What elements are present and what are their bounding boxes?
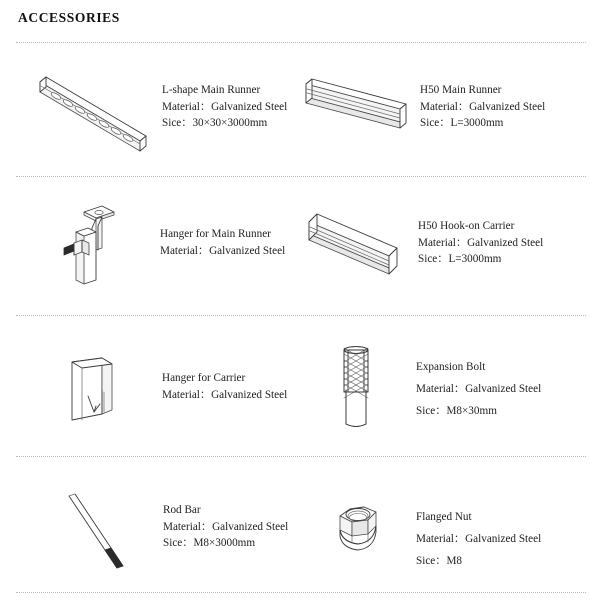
- item-material: Material：Galvanized Steel: [162, 100, 288, 113]
- item-l-shape-main-runner: [34, 72, 294, 162]
- hanger-for-main-runner-drawing: [62, 200, 132, 292]
- page-title: ACCESSORIES: [18, 10, 120, 25]
- item-size: Sice：L=3000mm: [418, 253, 502, 265]
- item-size: Sice：L=3000mm: [420, 117, 504, 129]
- item-size: Sice：30×30×3000mm: [162, 117, 268, 129]
- divider-row-1: [16, 176, 586, 178]
- divider-row-3: [16, 456, 586, 458]
- item-flanged-nut: [330, 498, 590, 578]
- item-rod-bar: [65, 484, 315, 574]
- caption-hanger-for-carrier: [162, 370, 287, 403]
- divider-row-2: [16, 315, 586, 317]
- item-material: Material：Galvanized Steel: [416, 533, 542, 545]
- item-material: Material：Galvanized Steel: [160, 244, 286, 257]
- item-name: H50 Main Runner: [420, 84, 502, 96]
- item-material: Material：Galvanized Steel: [420, 100, 546, 113]
- expansion-bolt-drawing: [336, 344, 380, 430]
- item-material: Material：Galvanized Steel: [163, 520, 289, 533]
- item-h50-hook-on-carrier: [305, 208, 595, 298]
- item-size: Sice：M8×3000mm: [163, 537, 256, 549]
- item-size: Sice：M8×30mm: [416, 405, 497, 417]
- rod-bar-drawing: [65, 484, 137, 572]
- item-size: Sice：M8: [416, 555, 462, 567]
- caption-rod-bar: [163, 502, 288, 552]
- flanged-nut-drawing: [330, 498, 386, 560]
- item-name: Hanger for Main Runner: [160, 228, 271, 240]
- h50-main-runner-drawing: [302, 72, 410, 134]
- caption-expansion-bolt: [416, 356, 541, 422]
- l-shape-main-runner-drawing: [34, 72, 152, 156]
- caption-h50-main-runner: [420, 82, 545, 132]
- item-material: Material：Galvanized Steel: [162, 388, 288, 401]
- divider-top: [16, 42, 586, 44]
- item-name: Expansion Bolt: [416, 361, 486, 373]
- divider-bottom: [16, 592, 586, 594]
- item-h50-main-runner: [302, 72, 592, 162]
- item-material: Material：Galvanized Steel: [416, 383, 542, 395]
- caption-hanger-for-main-runner: [160, 226, 285, 259]
- caption-h50-hook-on-carrier: [418, 218, 543, 268]
- item-name: L-shape Main Runner: [162, 84, 261, 96]
- item-hanger-for-carrier: [66, 350, 306, 430]
- item-expansion-bolt: [336, 344, 596, 434]
- item-material: Material：Galvanized Steel: [418, 236, 544, 249]
- caption-l-shape-main-runner: [162, 82, 287, 132]
- item-name: H50 Hook-on Carrier: [418, 220, 515, 232]
- caption-flanged-nut: [416, 506, 541, 572]
- item-name: Rod Bar: [163, 504, 201, 516]
- item-name: Flanged Nut: [416, 511, 472, 523]
- item-hanger-for-main-runner: [62, 200, 302, 292]
- item-name: Hanger for Carrier: [162, 372, 246, 384]
- h50-hook-on-carrier-drawing: [305, 208, 405, 280]
- hanger-for-carrier-drawing: [66, 350, 126, 426]
